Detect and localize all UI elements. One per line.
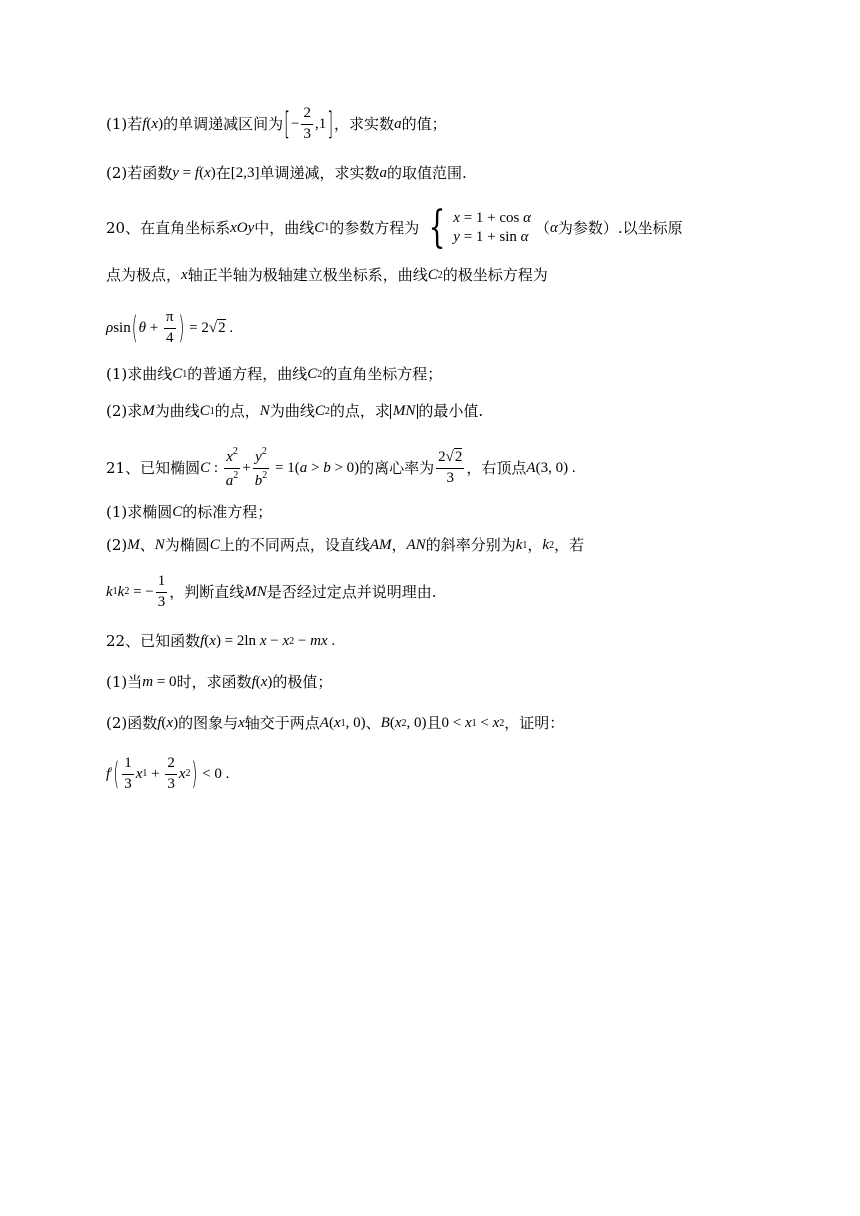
q22-heading: 22、已知函数 f ( x ) = 2ln x − x 2 − mx . <box>106 632 336 650</box>
math-fx: f <box>142 115 147 132</box>
q21-line4: k 1 k 2 = − $\frac{1}{3}$ ，判断直线 MN 是否经过定点并说明理由. <box>106 573 437 610</box>
parametric-system: { x = 1 + cos α y = 1 + sin α <box>428 202 532 253</box>
q20-line2: 点为极点， x 轴正半轴为极轴建立极坐标系，曲线 C 2 的极坐标方程为 <box>106 266 548 284</box>
q22-part1: (1)当 m = 0 时，求函数 f ( x ) 的极值； <box>106 673 333 691</box>
q20-polar-equation: ρ sin ( θ + $\frac{\pi}{4}$ ) = 2√2 . <box>106 308 234 347</box>
q22-part2: (2)函数 f ( x ) 的图象与 x 轴交于两点 A ( x 1 , 0) 、 B ( x 2 , 0) 且 0 < x 1 < x 2 ，证明： <box>106 714 565 732</box>
q21-heading: 21、已知椭圆 C : $\frac{x^2}{a^2}$ + $\frac{y^2}{b^2}$ = 1(a > b > 0) 的离心率为 $\frac{2√2}{3}$ ，右顶点 A (3, 0) . <box>106 446 576 489</box>
q19-part1: (1)若 f ( x ) 的单调递减区间为 [ − $\frac{2}{3}$ ,1 ] ，求实数 a 的值； <box>106 104 447 143</box>
fraction-2-3: $\frac{2}{3}$ <box>303 105 311 142</box>
fraction-pi-4: $\frac{\pi}{4}$ <box>165 309 174 346</box>
q20-part2: (2)求 M 为曲线 C 1 的点， N 为曲线 C 2 的点，求 MN 的最小值. <box>106 402 484 420</box>
fraction-eccentricity: $\frac{2√2}{3}$ <box>438 449 463 486</box>
q22-inequality: f ′ ( $\frac{1}{3}$ x 1 + $\frac{2}{3}$ x 2 ) < 0 . <box>106 754 230 793</box>
q21-part1: (1)求椭圆 C 的标准方程； <box>106 503 273 521</box>
q20-part1: (1)求曲线 C 1 的普通方程，曲线 C 2 的直角坐标方程； <box>106 365 443 383</box>
q19-part2: (2)若函数 y = f ( x ) 在 [2,3] 单调递减，求实数 a 的取值范围. <box>106 164 467 182</box>
q21-part2: (2) M 、 N 为椭圆 C 上的不同两点，设直线 AM ， AN 的斜率分别为 k 1 ， k 2 ，若 <box>106 536 585 554</box>
q20-heading: 20、在直角坐标系 xOy 中，曲线 C 1 的参数方程为 { x = 1 + cos α y = 1 + sin α （ α 为参数）.以坐标原 <box>106 202 683 253</box>
fraction-1-3: $\frac{1}{3}$ <box>157 573 166 610</box>
